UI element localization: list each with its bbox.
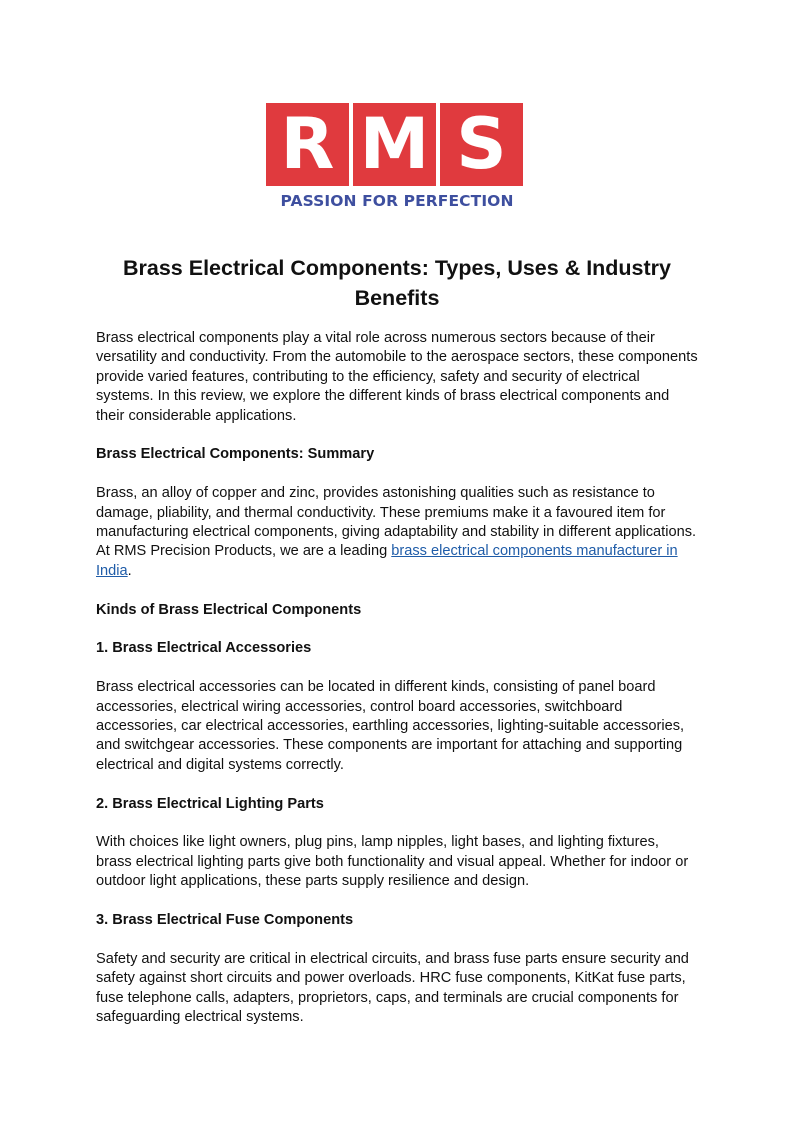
kinds-heading: Kinds of Brass Electrical Components	[96, 601, 362, 618]
section-text-lighting: With choices like light owners, plug pins, lamp nipples, light bases, and lighting fixtures, brass electrical lighting parts give both functionality and visual appeal. Whether for indoor or outdoor light applications, these parts supply resilience and design.	[96, 834, 689, 890]
manufacturer-link[interactable]: brass electrical components manufacturer in India	[96, 543, 678, 579]
section-heading-fuse: 3. Brass Electrical Fuse Components	[96, 912, 354, 929]
summary-paragraph	[96, 484, 698, 581]
logo-letter-r: R	[266, 103, 349, 186]
page-title: Brass Electrical Components: Types, Uses & Industry Benefits	[122, 256, 672, 310]
logo-letter-m: M	[353, 103, 436, 186]
logo-tagline: PASSION FOR PERFECTION	[280, 192, 514, 210]
section-text-accessories: Brass electrical accessories can be located in different kinds, consisting of panel board accessories, electrical wiring accessories, control board accessories, switchboard accessories, car electrical accessories, earthling accessories, lighting-suitable accessories, and switchgear accessories. These components are important for attaching and supporting electrical and digital systems correctly.	[96, 679, 685, 773]
section-text-fuse: Safety and security are critical in electrical circuits, and brass fuse parts ensure security and safety against short circuits and power overloads. HRC fuse components, KitKat fuse parts, fuse telephone calls, adapters, proprietors, caps, and terminals are crucial components for safeguarding electrical systems.	[96, 950, 689, 1026]
intro-paragraph: Brass electrical components play a vital role across numerous sectors because of their versatility and conductivity. From the automobile to the aerospace sectors, these components provide varied features, contributing to the efficiency, safety and security of electrical systems. In this review, we explore the different kinds of brass electrical components and their considerable applications.	[96, 330, 698, 424]
section-heading-lighting: 2. Brass Electrical Lighting Parts	[96, 795, 324, 812]
summary-text-end: .	[127, 562, 132, 579]
section-heading-accessories: 1. Brass Electrical Accessories	[96, 640, 312, 657]
summary-heading: Brass Electrical Components: Summary	[96, 446, 375, 463]
rms-logo	[266, 103, 528, 210]
article-body	[96, 329, 698, 1047]
logo-letter-s: S	[440, 103, 523, 186]
logo-letter-boxes	[266, 103, 528, 186]
summary-text: Brass, an alloy of copper and zinc, provides astonishing qualities such as resistance to damage, pliability, and thermal conductivity. These premiums make it a favoured item for manufacturing electrical components, giving adaptability and stability in different applications. At RMS Precision Products, we are a leading	[96, 485, 697, 560]
